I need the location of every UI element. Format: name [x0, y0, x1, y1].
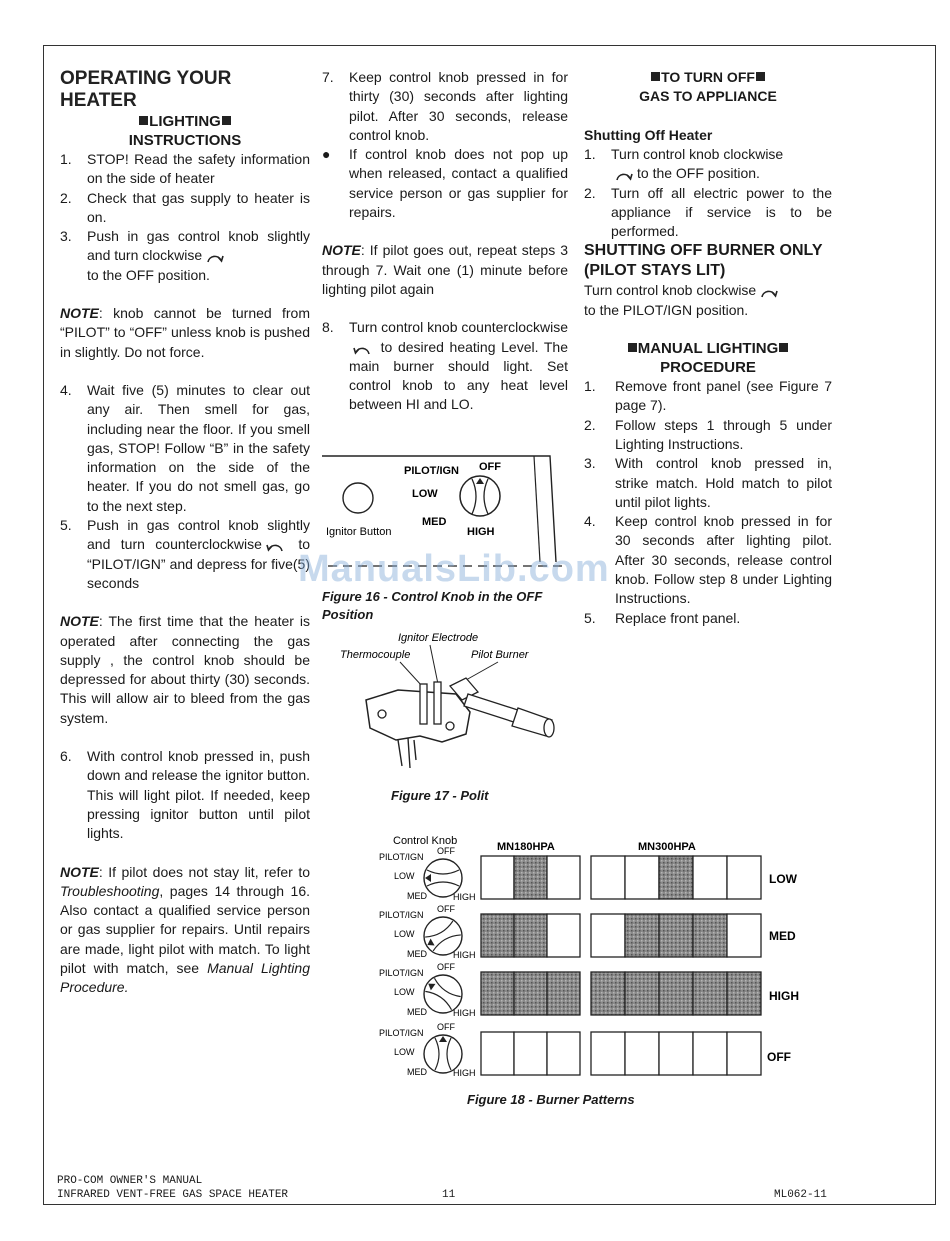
- counterclockwise-arrow-icon: [353, 343, 371, 355]
- burner-cell-mn300: [591, 856, 625, 899]
- model-2-label: MN300HPA: [638, 841, 696, 853]
- manual-lighting-heading: MANUAL LIGHTING PROCEDURE: [584, 339, 832, 377]
- square-bullet-icon: [756, 72, 765, 81]
- step-1: 1. STOP! Read the safety information on the side of heater: [60, 151, 310, 187]
- off-label: OFF: [479, 461, 501, 473]
- thermocouple-label: Thermocouple: [340, 649, 411, 661]
- manual-step-5: 5. Replace front panel.: [584, 609, 741, 626]
- square-bullet-icon: [139, 116, 148, 125]
- shutoff-step-2: 2. Turn off all electric power to the appliance if service is to be performed.: [584, 184, 832, 240]
- knob-med-label: MED: [407, 1007, 427, 1017]
- note-first-time: NOTE: The first time that the heater is operated after connecting the gas supply , the control knob should be depressed for about thirty (30) seconds. This will allow air to bleed from the gas system.: [60, 613, 310, 726]
- figure-18-caption: Figure 18 - Burner Patterns: [467, 1092, 635, 1107]
- clockwise-arrow-icon: [615, 169, 633, 181]
- burner-cell-mn180: [481, 972, 514, 1015]
- burner-cell-mn300: [727, 1032, 761, 1075]
- knob-med-label: MED: [407, 949, 427, 959]
- knob-low-label: LOW: [394, 1047, 415, 1057]
- knob-low-label: LOW: [394, 929, 415, 939]
- column-lighting-continued: [322, 68, 568, 415]
- burner-cell-mn180: [547, 856, 580, 899]
- knob-low-label: LOW: [394, 871, 415, 881]
- bullet-knob-pop: ● If control knob does not pop up when released, contact a qualified service person or gas supplier for repairs.: [322, 146, 568, 221]
- high-label: HIGH: [467, 526, 495, 538]
- burner-cell-mn180: [514, 1032, 547, 1075]
- watermark-logo: ManualsLib.com: [298, 548, 610, 590]
- square-bullet-icon: [628, 343, 637, 352]
- burner-cell-mn300: [591, 914, 625, 957]
- step-4: 4. Wait five (5) minutes to clear out any air. Then smell for gas, including near the floor. If you smell gas, STOP! Follow “B” in the safety information on the side of the heater. If you do not smell gas, go to the next step.: [60, 381, 310, 514]
- burner-cell-mn300: [625, 972, 659, 1015]
- burner-cell-mn300: [625, 1032, 659, 1075]
- ignitor-button-drawing: [343, 483, 373, 513]
- burner-cell-mn300: [625, 856, 659, 899]
- pilot-burner-label: Pilot Burner: [471, 649, 529, 661]
- knob-position-drawing: [424, 975, 462, 1013]
- burner-cell-mn300: [659, 1032, 693, 1075]
- square-bullet-icon: [222, 116, 231, 125]
- column-turn-off: [584, 68, 832, 628]
- footer-code: ML062-11: [774, 1189, 827, 1201]
- knob-off-label: OFF: [437, 962, 455, 972]
- square-bullet-icon: [651, 72, 660, 81]
- knob-off-label: OFF: [437, 846, 455, 856]
- burner-cell-mn300: [693, 1032, 727, 1075]
- burner-cell-mn180: [547, 914, 580, 957]
- note-pilot-goes-out: NOTE: If pilot goes out, repeat steps 3 through 7. Wait one (1) minute before lighting pilot again: [322, 242, 568, 297]
- troubleshooting-link[interactable]: Troubleshooting: [60, 882, 160, 899]
- knob-high-label: HIGH: [453, 950, 476, 960]
- row-label-low: LOW: [769, 872, 797, 886]
- pilot-ign-label: PILOT/IGN: [404, 465, 459, 477]
- manual-lighting-link[interactable]: Manual Lighting Procedure.: [60, 959, 310, 996]
- ignitor-button-label: Ignitor Button: [326, 526, 392, 538]
- manual-step-2: 2. Follow steps 1 through 5 under Lighting Instructions.: [584, 416, 832, 452]
- knob-high-label: HIGH: [453, 1008, 476, 1018]
- row-label-med: MED: [769, 929, 796, 943]
- med-label: MED: [422, 516, 447, 528]
- step-8: 8. Turn control knob counterclockwise to desired heating Level. The main burner should light. Set control knob to any heat level between HI and LO.: [322, 319, 569, 413]
- knob-off-label: OFF: [437, 904, 455, 914]
- burner-cell-mn180: [514, 972, 547, 1015]
- shutting-off-burner-heading: SHUTTING OFF BURNER ONLY (PILOT STAYS LIT): [584, 242, 823, 280]
- turn-off-heading: TO TURN OFF GAS TO APPLIANCE: [639, 69, 777, 104]
- step-5: 5. Push in gas control knob slightly and turn counterclockwise to “PILOT/IGN” and depress for five(5) seconds: [60, 517, 310, 591]
- burner-cell-mn180: [547, 1032, 580, 1075]
- model-1-label: MN180HPA: [497, 841, 555, 853]
- burner-cell-mn300: [727, 914, 761, 957]
- burner-cell-mn300: [659, 972, 693, 1015]
- burner-cell-mn300: [727, 972, 761, 1015]
- clockwise-arrow-icon: [206, 251, 224, 263]
- step-2: 2. Check that gas supply to heater is on.: [60, 189, 310, 225]
- counterclockwise-arrow-icon: [266, 540, 284, 552]
- row-label-off: OFF: [767, 1050, 791, 1064]
- knob-med-label: MED: [407, 1067, 427, 1077]
- burner-cell-mn180: [481, 856, 514, 899]
- footer-manual-title: PRO-COM OWNER'S MANUAL INFRARED VENT-FREE GAS SPACE HEATER: [57, 1175, 289, 1201]
- shutoff-step-1: 1. Turn control knob clockwise to the OFF position.: [584, 146, 784, 182]
- burner-cell-mn180: [514, 914, 547, 957]
- ignitor-electrode-label: Ignitor Electrode: [398, 632, 479, 644]
- burner-cell-mn180: [514, 856, 547, 899]
- burner-cell-mn180: [481, 1032, 514, 1075]
- figure-16-caption: Figure 16 - Control Knob in the OFF Position: [322, 589, 543, 622]
- burner-cell-mn300: [693, 972, 727, 1015]
- note-knob-force: NOTE: knob cannot be turned from “PILOT” to “OFF” unless knob is pushed in slightly. Do not force.: [60, 305, 310, 360]
- burner-cell-mn300: [659, 914, 693, 957]
- manual-step-1: 1. Remove front panel (see Figure 7 page 7).: [584, 378, 832, 414]
- shutting-off-heater-heading: Shutting Off Heater: [584, 127, 713, 143]
- knob-low-label: LOW: [394, 987, 415, 997]
- step-6: 6. With control knob pressed in, push down and release the ignitor button. This will light pilot. If needed, keep pressing ignitor button until pilot lights.: [60, 748, 310, 842]
- knob-pilot-label: PILOT/IGN: [379, 1028, 424, 1038]
- knob-high-label: HIGH: [453, 1068, 476, 1078]
- step-3: 3. Push in gas control knob slightly and turn clockwise to the OFF position.: [60, 228, 310, 283]
- burner-cell-mn300: [591, 972, 625, 1015]
- burner-cell-mn180: [547, 972, 580, 1015]
- control-knob-label: Control Knob: [393, 835, 458, 847]
- step-7: 7. Keep control knob pressed in for thirty (30) seconds after lighting pilot. After 30 seconds, release control knob.: [322, 69, 568, 143]
- burner-cell-mn300: [659, 856, 693, 899]
- manual-step-4: 4. Keep control knob pressed in for 30 seconds after lighting pilot. After 30 seconds, release control knob. Follow step 8 under Lighting Instructions.: [584, 513, 832, 607]
- clockwise-arrow-icon: [760, 286, 778, 298]
- knob-pilot-label: PILOT/IGN: [379, 910, 424, 920]
- row-label-high: HIGH: [769, 989, 799, 1003]
- lighting-instructions-heading: LIGHTING INSTRUCTIONS: [128, 113, 242, 149]
- figure-18-burner-patterns: [375, 830, 815, 1085]
- page-title: OPERATING YOUR HEATER: [60, 68, 232, 111]
- note-pilot-not-lit: NOTE: If pilot does not stay lit, refer to Troubleshooting, pages 14 through 16. Also contact a qualified service person or gas supplier for repairs. Until repairs are made, light pilot with match. To light pilot with match, see Manual Lighting Procedure.: [60, 863, 310, 996]
- knob-pilot-label: PILOT/IGN: [379, 852, 424, 862]
- knob-pilot-label: PILOT/IGN: [379, 968, 424, 978]
- page-number: 11: [442, 1189, 456, 1201]
- burner-cell-mn300: [727, 856, 761, 899]
- burner-only-text: Turn control knob clockwise to the PILOT/IGN position.: [584, 281, 832, 320]
- figure-17-pilot-assembly: [338, 628, 578, 780]
- burner-cell-mn300: [693, 914, 727, 957]
- square-bullet-icon: [779, 343, 788, 352]
- manual-step-3: 3. With control knob pressed in, strike match. Hold match to pilot until pilot lights.: [584, 455, 832, 510]
- burner-cell-mn300: [591, 1032, 625, 1075]
- column-lighting-instructions: [60, 68, 310, 998]
- knob-off-label: OFF: [437, 1022, 455, 1032]
- burner-cell-mn300: [693, 856, 727, 899]
- burner-cell-mn180: [481, 914, 514, 957]
- knob-high-label: HIGH: [453, 892, 476, 902]
- low-label: LOW: [412, 488, 438, 500]
- figure-17-caption: Figure 17 - Polit: [391, 788, 489, 803]
- burner-cell-mn300: [625, 914, 659, 957]
- knob-med-label: MED: [407, 891, 427, 901]
